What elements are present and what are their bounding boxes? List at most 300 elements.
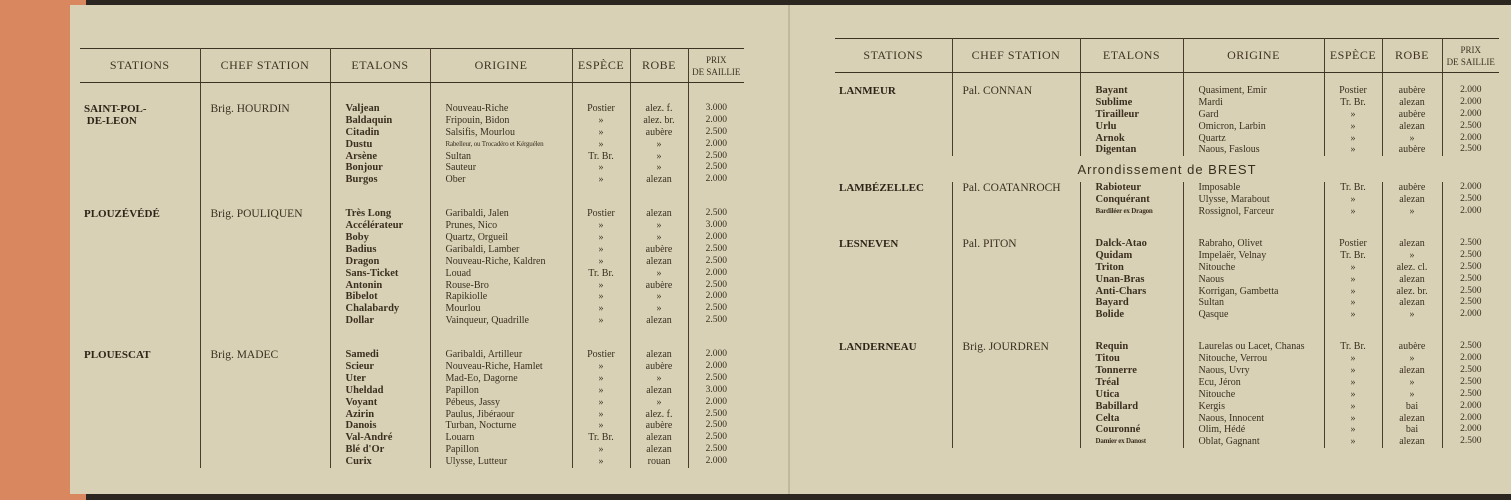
header-robe: ROBE <box>630 49 688 83</box>
espece: » <box>1350 273 1356 285</box>
origine: Impelaër, Velnay <box>1198 249 1267 261</box>
robe-column <box>1382 341 1442 448</box>
station-name-left-1: PLOUZÉVÉDÉ <box>80 208 200 327</box>
etalon-name: Tirailleur <box>1095 108 1140 120</box>
spacer-row <box>80 83 744 104</box>
origine: Pébeus, Jassy <box>445 396 500 408</box>
origine: Naous <box>1198 273 1225 285</box>
espece: » <box>598 255 604 267</box>
robe: alezan <box>1399 194 1425 206</box>
spacer-cell <box>80 83 200 104</box>
robe: bai <box>1405 400 1419 412</box>
etalon-name: Couronné <box>1095 424 1141 436</box>
origine: Sultan <box>445 150 472 162</box>
espece: » <box>598 303 604 315</box>
etalon-name: Triton <box>1095 261 1124 273</box>
robe: alez. f. <box>645 408 673 420</box>
espece: » <box>1350 120 1356 132</box>
header-etalons: ETALONS <box>330 49 430 83</box>
prix-column <box>1442 238 1499 321</box>
espece: » <box>598 162 604 174</box>
etalon-name: Unan-Bras <box>1095 273 1145 285</box>
espece: Postier <box>1339 85 1367 96</box>
station-name-left-0: SAINT-POL- DE-LEON <box>80 103 200 186</box>
espece: » <box>1350 400 1356 412</box>
station-row <box>80 103 744 186</box>
prix-saillie: 3.000 <box>705 103 727 113</box>
spacer-cell <box>1324 218 1382 238</box>
prix-saillie: 2.000 <box>705 138 727 149</box>
prix-saillie: 2.000 <box>705 396 727 407</box>
etalon-name: Arsène <box>345 150 377 162</box>
robe: alezan <box>646 315 672 327</box>
robe: » <box>656 150 662 162</box>
origine: Nitouche, Verrou <box>1198 353 1268 365</box>
espece: » <box>1350 144 1356 156</box>
chef-station: Brig. MADEC <box>200 349 330 468</box>
robe: » <box>656 396 662 408</box>
origine: Ulysse, Lutteur <box>445 456 508 468</box>
chef-station: Brig. JOURDREN <box>952 341 1080 448</box>
header-prix-line1: PRIX <box>705 54 727 65</box>
etalon-name: Blé d'Or <box>345 444 385 456</box>
espece-column <box>572 208 630 327</box>
origine: Oblat, Gagnant <box>1198 436 1260 448</box>
robe: alezan <box>646 444 672 456</box>
origine: Kergis <box>1198 400 1225 412</box>
origine: Nitouche <box>1198 261 1236 273</box>
spacer-cell <box>1382 218 1442 238</box>
espece: » <box>1350 353 1356 365</box>
espece: Postier <box>1339 238 1367 250</box>
origine: Mardi <box>1198 96 1223 108</box>
spacer-cell <box>1324 321 1382 341</box>
etalon-name: Badius <box>345 243 377 255</box>
spacer-cell <box>200 83 330 104</box>
header-prix <box>688 49 744 83</box>
espece: » <box>598 279 604 291</box>
prix-column <box>1442 85 1499 156</box>
etalon-name: Azirin <box>345 408 375 420</box>
prix-saillie: 2.500 <box>705 372 727 383</box>
prix-saillie: 2.500 <box>1460 341 1482 352</box>
origine: Fripouin, Bidon <box>445 114 510 126</box>
spacer-cell <box>200 327 330 349</box>
robe-column <box>1382 85 1442 156</box>
espece: » <box>598 361 604 373</box>
header-prix-line1: PRIX <box>1460 44 1481 55</box>
header-origine: ORIGINE <box>1183 39 1324 73</box>
robe: aubère <box>1398 182 1426 194</box>
espece: » <box>598 126 604 138</box>
origine: Nouveau-Riche <box>445 103 509 114</box>
header-chef-station: CHEF STATION <box>952 39 1080 73</box>
origine-column <box>1183 341 1324 448</box>
prix-column <box>1442 341 1499 448</box>
origine: Olim, Hédé <box>1198 424 1246 436</box>
origine: Laurelas ou Lacet, Chanas <box>1198 341 1305 353</box>
origine: Rouse-Bro <box>445 279 489 291</box>
robe: alez. f. <box>645 103 673 114</box>
prix-saillie: 2.500 <box>1460 297 1482 308</box>
origine-column <box>430 208 572 327</box>
etalon-name: Tréal <box>1095 376 1120 388</box>
spacer-cell <box>330 186 430 208</box>
origine: Ulysse, Marabout <box>1198 194 1270 206</box>
espece: » <box>598 420 604 432</box>
prix-saillie: 2.500 <box>1460 436 1482 447</box>
spacer-cell <box>630 186 688 208</box>
prix-saillie: 2.000 <box>705 232 727 243</box>
espece: Tr. Br. <box>1340 96 1366 108</box>
spacer-cell <box>688 327 744 349</box>
origine: Imposable <box>1198 182 1241 194</box>
prix-saillie: 2.500 <box>705 243 727 254</box>
robe: » <box>1409 376 1415 388</box>
origine: Rabelleur, ou Trocadéro et Kérguélen <box>445 139 544 148</box>
prix-saillie: 2.000 <box>1460 182 1482 193</box>
spacer-cell <box>1382 321 1442 341</box>
origine: Sauteur <box>445 162 477 174</box>
etalon-column <box>1080 85 1183 156</box>
robe: rouan <box>647 456 671 468</box>
robe: alezan <box>1399 238 1425 250</box>
espece: » <box>598 243 604 255</box>
etalon-name: Samedi <box>345 349 379 361</box>
espece: » <box>1350 108 1356 120</box>
robe: alez. cl. <box>1396 261 1428 273</box>
chef-station: Brig. POULIQUEN <box>200 208 330 327</box>
robe: aubère <box>1398 341 1426 353</box>
header-prix <box>1442 39 1499 73</box>
robe: alezan <box>646 208 672 220</box>
espece: » <box>598 384 604 396</box>
etalon-column <box>1080 182 1183 218</box>
robe: aubère <box>1398 85 1426 96</box>
spacer-cell <box>572 83 630 104</box>
right-table-body <box>835 73 1499 449</box>
header-stations: STATIONS <box>80 49 200 83</box>
espece: » <box>1350 261 1356 273</box>
espece: » <box>598 220 604 232</box>
spacer-cell <box>572 186 630 208</box>
etalon-name: Citadin <box>345 126 380 138</box>
spacer-cell <box>952 73 1080 86</box>
origine: Vainqueur, Quadrille <box>445 315 529 327</box>
etalon-name: Bayard <box>1095 297 1129 309</box>
espece: » <box>598 444 604 456</box>
spacer-cell <box>952 321 1080 341</box>
espece: Tr. Br. <box>1340 249 1366 261</box>
robe: aubère <box>645 361 673 373</box>
etalon-name: Boby <box>345 232 369 244</box>
prix-saillie: 2.000 <box>1460 353 1482 364</box>
station-name-brest-1: LESNEVEN <box>835 238 952 321</box>
robe: » <box>1409 132 1415 144</box>
espece: » <box>1350 285 1356 297</box>
prix-saillie: 2.500 <box>1460 365 1482 376</box>
prix-saillie: 2.000 <box>705 456 727 467</box>
espece: » <box>1350 206 1356 218</box>
espece: Postier <box>587 103 615 114</box>
robe-column <box>1382 238 1442 321</box>
etalon-name: Dragon <box>345 255 380 267</box>
spacer-cell <box>330 83 430 104</box>
espece: » <box>598 456 604 468</box>
header-espece: ESPÈCE <box>1324 39 1382 73</box>
spacer-cell <box>630 83 688 104</box>
spacer-cell <box>430 186 572 208</box>
robe-column <box>1382 182 1442 218</box>
header-stations: STATIONS <box>835 39 952 73</box>
prix-saillie: 2.000 <box>1460 309 1482 320</box>
prix-saillie: 2.000 <box>705 267 727 278</box>
origine: Paulus, Jibéraour <box>445 408 515 420</box>
prix-saillie: 2.000 <box>1460 400 1482 411</box>
prix-saillie: 2.500 <box>705 303 727 314</box>
spacer-cell <box>835 73 952 86</box>
spacer-cell <box>572 327 630 349</box>
robe-column <box>630 103 688 186</box>
origine: Sultan <box>1198 297 1225 309</box>
prix-saillie: 2.500 <box>705 208 727 219</box>
spacer-cell <box>200 186 330 208</box>
origine: Naous, Innocent <box>1198 412 1265 424</box>
espece: Postier <box>587 208 615 220</box>
espece-column <box>572 349 630 468</box>
header-origine: ORIGINE <box>430 49 572 83</box>
station-name-brest-2: LANDERNEAU <box>835 341 952 448</box>
robe: » <box>656 267 662 279</box>
robe: alezan <box>646 255 672 267</box>
spacer-cell <box>1080 73 1183 86</box>
spacer-cell <box>835 218 952 238</box>
origine: Louarn <box>445 432 475 444</box>
etalon-column <box>330 349 430 468</box>
prix-saillie: 2.000 <box>705 349 727 360</box>
origine: Papillon <box>445 444 479 456</box>
robe: alezan <box>1399 297 1425 309</box>
prix-saillie: 3.000 <box>705 220 727 231</box>
robe: » <box>1409 249 1415 261</box>
espece: » <box>1350 424 1356 436</box>
robe: » <box>656 372 662 384</box>
origine-column <box>430 103 572 186</box>
arrondissement-row <box>835 156 1499 182</box>
espece: » <box>598 138 604 150</box>
espece-column <box>572 103 630 186</box>
prix-saillie: 2.500 <box>705 126 727 137</box>
etalon-name: Bonjour <box>345 162 383 174</box>
origine: Rossignol, Farceur <box>1198 206 1275 218</box>
espece: » <box>1350 194 1356 206</box>
etalon-name: Très Long <box>345 208 392 220</box>
left-header-row <box>80 49 744 83</box>
robe: » <box>656 162 662 174</box>
prix-saillie: 2.500 <box>705 444 727 455</box>
etalon-name: Titou <box>1095 353 1120 365</box>
etalon-name: Uter <box>345 372 366 384</box>
robe: aubère <box>645 279 673 291</box>
espece: » <box>1350 412 1356 424</box>
espece: » <box>1350 132 1356 144</box>
origine-column <box>1183 85 1324 156</box>
espece: Tr. Br. <box>588 267 614 279</box>
spacer-cell <box>835 321 952 341</box>
spacer-cell <box>80 327 200 349</box>
espece-column <box>1324 341 1382 448</box>
spacer-cell <box>1080 321 1183 341</box>
prix-saillie: 2.500 <box>705 315 727 326</box>
origine-column <box>1183 182 1324 218</box>
spacer-row <box>80 186 744 208</box>
spacer-cell <box>1442 321 1499 341</box>
robe: aubère <box>645 126 673 138</box>
etalon-column <box>1080 238 1183 321</box>
prix-saillie: 2.000 <box>705 114 727 125</box>
origine: Garibaldi, Artilleur <box>445 349 523 361</box>
etalon-name: Urlu <box>1095 120 1117 132</box>
espece: » <box>1350 365 1356 377</box>
prix-saillie: 2.500 <box>705 255 727 266</box>
origine-column <box>430 349 572 468</box>
spacer-cell <box>430 83 572 104</box>
spacer-row <box>835 321 1499 341</box>
left-page <box>70 5 790 494</box>
chef-station: Pal. PITON <box>952 238 1080 321</box>
station-name-brest-0: LAMBÉZELLEC <box>835 182 952 218</box>
robe: » <box>1409 388 1415 400</box>
espece: Tr. Br. <box>1340 341 1366 353</box>
espece: » <box>598 315 604 327</box>
header-etalons: ETALONS <box>1080 39 1183 73</box>
etalon-column <box>330 208 430 327</box>
robe: aubère <box>1398 108 1426 120</box>
origine: Salsifis, Mourlou <box>445 126 515 138</box>
origine: Nitouche <box>1198 388 1236 400</box>
etalon-name: Danois <box>345 420 377 432</box>
origine: Papillon <box>445 384 479 396</box>
prix-saillie: 2.000 <box>1460 96 1482 107</box>
etalon-name: Burgos <box>345 174 378 186</box>
prix-saillie: 2.000 <box>1460 108 1482 119</box>
origine: Mourlou <box>445 303 481 315</box>
robe: » <box>1409 353 1415 365</box>
right-stud-table <box>835 38 1499 448</box>
station-row <box>80 208 744 327</box>
origine: Gard <box>1198 108 1219 120</box>
etalon-name: Quidam <box>1095 249 1133 261</box>
prix-column <box>688 349 744 468</box>
prix-saillie: 2.500 <box>1460 376 1482 387</box>
left-stud-table <box>80 48 744 468</box>
robe: alezan <box>1399 412 1425 424</box>
etalon-name: Babillard <box>1095 400 1139 412</box>
espece: Tr. Br. <box>588 150 614 162</box>
espece: Postier <box>587 349 615 361</box>
etalon-name: Sublime <box>1095 96 1133 108</box>
etalon-name: Sans-Ticket <box>345 267 399 279</box>
spacer-row <box>835 218 1499 238</box>
spacer-cell <box>330 327 430 349</box>
etalon-name: Damier ex Danost <box>1095 437 1146 446</box>
station-name-left-2: PLOUESCAT <box>80 349 200 468</box>
origine: Qasque <box>1198 309 1229 321</box>
prix-saillie: 2.000 <box>1460 424 1482 435</box>
station-row <box>835 238 1499 321</box>
origine: Garibaldi, Lamber <box>445 243 520 255</box>
origine: Naous, Faslous <box>1198 144 1260 156</box>
prix-saillie: 2.500 <box>705 408 727 419</box>
etalon-name: Conquérant <box>1095 194 1150 206</box>
left-table-body <box>80 83 744 469</box>
robe: alez. br. <box>1396 285 1428 297</box>
spacer-cell <box>80 186 200 208</box>
robe: » <box>1409 309 1415 321</box>
spacer-cell <box>1382 73 1442 86</box>
prix-saillie: 2.500 <box>1460 285 1482 296</box>
espece: » <box>598 232 604 244</box>
etalon-name: Utica <box>1095 388 1120 400</box>
prix-saillie: 2.000 <box>1460 206 1482 217</box>
origine: Ober <box>445 174 466 186</box>
etalon-name: Rabioteur <box>1095 182 1141 194</box>
espece: » <box>598 408 604 420</box>
prix-saillie: 2.500 <box>705 150 727 161</box>
etalon-name: Bayant <box>1095 85 1128 96</box>
prix-saillie: 2.500 <box>705 279 727 290</box>
station-row <box>835 85 1499 156</box>
robe: bai <box>1405 424 1419 436</box>
espece: » <box>598 174 604 186</box>
etalon-name: Digentan <box>1095 144 1137 156</box>
robe: » <box>656 291 662 303</box>
etalon-name: Val-André <box>345 432 393 444</box>
robe: aubère <box>1398 144 1426 156</box>
espece: » <box>598 114 604 126</box>
header-prix-line2: DE SAILLIE <box>1446 56 1495 67</box>
espece: » <box>1350 388 1356 400</box>
etalon-name: Valjean <box>345 103 380 114</box>
origine: Rapikiolle <box>445 291 488 303</box>
robe: alezan <box>1399 273 1425 285</box>
origine: Garibaldi, Jalen <box>445 208 509 220</box>
espece-column <box>1324 238 1382 321</box>
prix-column <box>688 103 744 186</box>
robe: aubère <box>645 420 673 432</box>
origine: Quartz <box>1198 132 1226 144</box>
right-header-row <box>835 39 1499 73</box>
origine: Nouveau-Riche, Kaldren <box>445 255 546 267</box>
prix-column <box>688 208 744 327</box>
origine: Korrigan, Gambetta <box>1198 285 1279 297</box>
robe: alezan <box>646 432 672 444</box>
origine: Mad-Eo, Dagorne <box>445 372 518 384</box>
etalon-column <box>1080 341 1183 448</box>
spacer-row <box>80 327 744 349</box>
chef-station: Pal. CONNAN <box>952 85 1080 156</box>
origine: Naous, Uvry <box>1198 365 1250 377</box>
spacer-cell <box>688 83 744 104</box>
etalon-name: Bolide <box>1095 309 1125 321</box>
robe: aubère <box>645 243 673 255</box>
prix-saillie: 2.500 <box>1460 120 1482 131</box>
spacer-cell <box>688 186 744 208</box>
etalon-name: Antonin <box>345 279 383 291</box>
spacer-cell <box>1183 321 1324 341</box>
espece: » <box>1350 376 1356 388</box>
etalon-name: Dollar <box>345 315 375 327</box>
